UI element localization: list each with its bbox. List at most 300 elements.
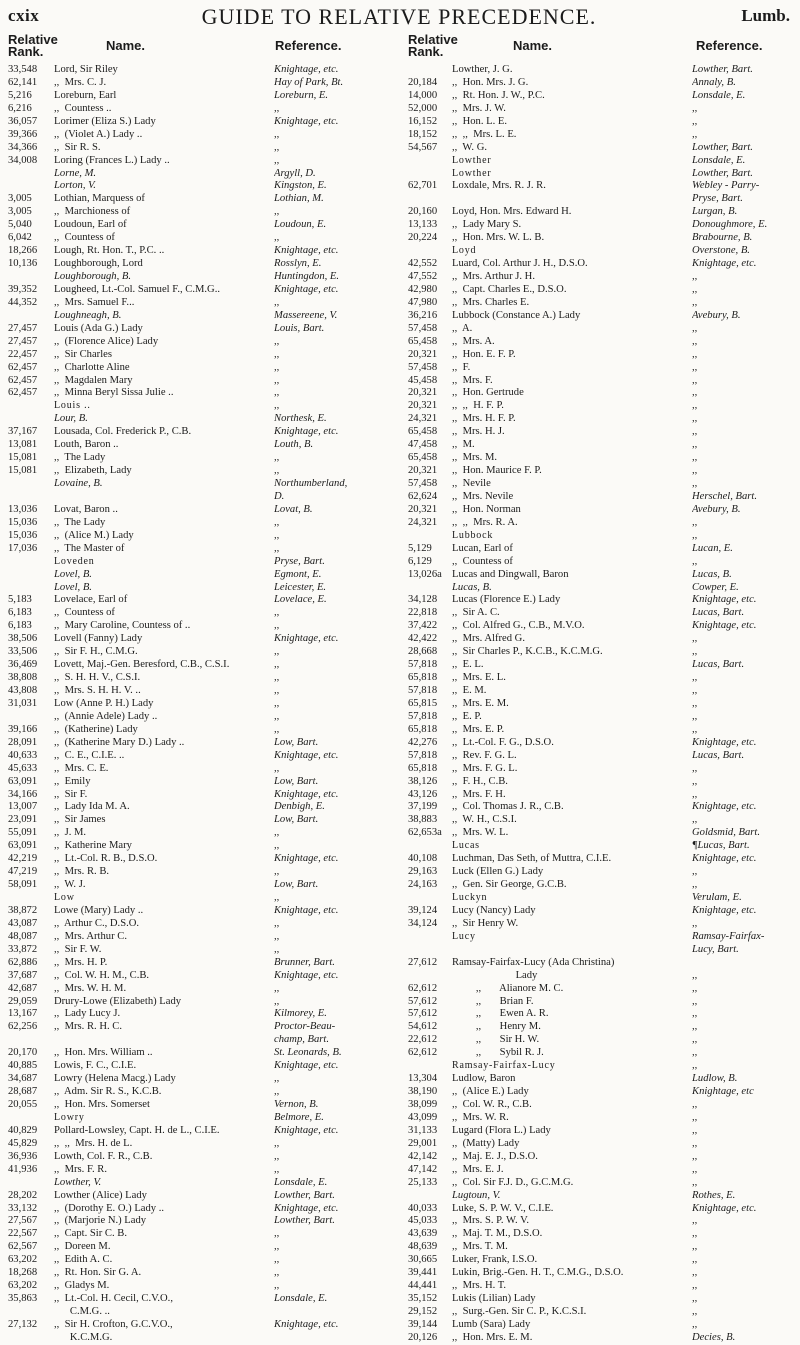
entry-reference: ,, xyxy=(692,1099,698,1110)
relative-rank: 57,458 xyxy=(408,478,438,489)
relative-rank: 27,567 xyxy=(8,1215,38,1227)
relative-rank: 29,001 xyxy=(408,1137,438,1149)
entry-reference: Donoughmore, E. xyxy=(692,219,768,231)
entry-name: ,, Mrs. S. H. H. V. .. xyxy=(54,685,141,696)
entry-reference: Lucas, Bart. xyxy=(692,659,745,671)
entry-reference: ,, xyxy=(692,1306,698,1317)
page-header xyxy=(8,4,790,34)
entry-row xyxy=(8,1319,398,1332)
entry-reference: Knightage, etc. xyxy=(692,853,757,865)
entry-reference: ,, xyxy=(692,465,698,477)
entry-row xyxy=(408,116,793,129)
entry-reference: ,, xyxy=(274,348,280,360)
entry-row xyxy=(8,814,398,827)
entry-reference: Brunner, Bart. xyxy=(274,956,335,968)
entry-row xyxy=(408,310,793,323)
entry-row xyxy=(8,504,398,517)
entry-name: ,, F. H., C.B. xyxy=(452,775,508,787)
entry-name: ,, Sir Charles P., K.C.B., K.C.M.G. xyxy=(452,646,603,658)
entry-name: ,, Mrs. H. J. xyxy=(452,426,505,438)
relative-rank: 27,457 xyxy=(8,322,38,334)
entry-name: ,, Brian F. xyxy=(452,995,534,1007)
relative-rank: 40,108 xyxy=(408,853,438,865)
entry-name: ,, Adm. Sir R. S., K.C.B. xyxy=(54,1086,162,1098)
entry-name: ,, Mrs. Samuel F... xyxy=(54,296,135,308)
entry-row xyxy=(8,1008,398,1021)
relative-rank: 29,152 xyxy=(408,1306,438,1317)
entry-row xyxy=(8,1125,398,1138)
relative-rank: 18,152 xyxy=(408,128,438,140)
relative-rank: 27,457 xyxy=(8,335,38,347)
entry-reference: Annaly, B. xyxy=(692,76,736,88)
entry-name: Ludlow, Baron xyxy=(452,1073,516,1085)
entry-reference: Lowther, Bart. xyxy=(274,1215,335,1227)
entry-name: ,, The Master of xyxy=(54,542,125,554)
entry-reference: ,, xyxy=(692,115,698,127)
entry-reference: Knightage, etc. xyxy=(274,64,339,75)
entry-row xyxy=(408,1319,793,1332)
entry-name: ,, The Lady xyxy=(54,452,106,464)
entry-name: ,, Rev. F. G. L. xyxy=(452,749,517,761)
entry-reference: Herschel, Bart. xyxy=(692,490,758,502)
entry-name: Lugtoun, V. xyxy=(452,1189,501,1201)
entry-row xyxy=(8,1060,398,1073)
relative-rank: 38,099 xyxy=(408,1099,438,1110)
entry-reference: Rosslyn, E. xyxy=(274,258,322,270)
entry-name: Lucas (Florence E.) Lady xyxy=(452,594,561,606)
relative-rank: 31,133 xyxy=(408,1124,438,1136)
entry-row xyxy=(8,944,398,957)
entry-name: ,, F. xyxy=(452,361,471,373)
relative-rank: 37,167 xyxy=(8,426,38,438)
entry-name: Lucy (Nancy) Lady xyxy=(452,904,536,916)
entry-name: Lowther, V. xyxy=(54,1176,102,1188)
entry-row xyxy=(408,750,793,763)
entry-reference: ,, xyxy=(274,1137,280,1149)
relative-rank: 27,612 xyxy=(408,956,438,968)
relative-rank: 38,808 xyxy=(8,672,38,684)
entry-reference: ,, xyxy=(692,529,698,541)
entry-reference: ,, xyxy=(274,672,280,684)
entry-name: ,, Katherine Mary xyxy=(54,840,132,852)
entry-row xyxy=(8,452,398,465)
entry-reference: ,, xyxy=(274,452,280,464)
entry-reference: Ramsay-Fairfax- xyxy=(692,930,765,942)
entry-row xyxy=(408,672,793,685)
entry-row xyxy=(8,245,398,258)
entry-reference: ,, xyxy=(274,710,280,722)
relative-rank: 5,183 xyxy=(8,594,32,606)
relative-rank: 20,321 xyxy=(408,465,438,477)
entry-reference: ,, xyxy=(274,762,280,774)
entry-row xyxy=(408,789,793,802)
relative-rank: 18,266 xyxy=(8,245,38,257)
entry-name: ,, M. xyxy=(452,439,475,451)
entry-row xyxy=(8,801,398,814)
entry-reference: ,, xyxy=(692,995,698,1007)
entry-name: ,, The Lady xyxy=(54,516,106,528)
entry-reference: ,, xyxy=(692,633,698,645)
entry-reference: ,, xyxy=(692,1228,698,1240)
entry-reference: ,, xyxy=(274,102,280,114)
entry-name: ,, Henry M. xyxy=(452,1021,541,1033)
relative-rank: 37,422 xyxy=(408,620,438,632)
relative-rank: 65,815 xyxy=(408,697,438,709)
entry-name: ,, Ewen A. R. xyxy=(452,1008,549,1020)
entry-row xyxy=(408,1241,793,1254)
relative-rank: 57,458 xyxy=(408,361,438,373)
entry-name: C.M.G. .. xyxy=(54,1306,110,1317)
entry-name: Lucan, Earl of xyxy=(452,542,513,554)
relative-rank: 62,457 xyxy=(8,361,38,373)
entry-reference: Knightage, etc. xyxy=(692,1202,757,1214)
entry-reference: ,, xyxy=(692,1111,698,1123)
entry-name: ,, (Alice E.) Lady xyxy=(452,1086,529,1098)
relative-rank: 39,144 xyxy=(408,1318,438,1330)
entry-reference: ,, xyxy=(274,529,280,541)
entry-row xyxy=(408,232,793,245)
entry-reference: Cowper, E. xyxy=(692,581,739,593)
entry-name: ,, Mrs. H. T. xyxy=(452,1280,507,1292)
entry-row xyxy=(8,1164,398,1177)
entry-row xyxy=(8,193,398,206)
entry-name: ,, Sir F. xyxy=(54,788,88,800)
entry-name: ,, E. M. xyxy=(452,685,487,696)
entry-reference: ,, xyxy=(274,995,280,1007)
entry-reference: ,, xyxy=(274,1228,280,1240)
entry-row xyxy=(408,297,793,310)
relative-rank: 20,126 xyxy=(408,1331,438,1343)
entry-name: ,, Mrs. E. J. xyxy=(452,1163,504,1175)
entry-reference: ,, xyxy=(692,348,698,360)
entry-row xyxy=(408,219,793,232)
relative-rank: 48,087 xyxy=(8,930,38,942)
column-header xyxy=(408,34,793,64)
entry-row xyxy=(8,349,398,362)
entry-reference: Lonsdale, E. xyxy=(692,89,746,101)
entry-row xyxy=(408,543,793,556)
entry-name: ,, W. H., C.S.I. xyxy=(452,814,517,826)
entry-name: Lovell (Fanny) Lady xyxy=(54,633,143,645)
relative-rank: 40,033 xyxy=(408,1202,438,1214)
entry-name: ,, Hon. E. F. P. xyxy=(452,348,516,360)
relative-rank: 54,612 xyxy=(408,1021,438,1033)
entry-row xyxy=(8,155,398,168)
entry-reference: Loudoun, E. xyxy=(274,219,327,231)
entry-reference: ,, xyxy=(692,1047,698,1059)
entry-reference: Brabourne, B. xyxy=(692,232,753,244)
entry-name: ,, Mrs. S. P. W. V. xyxy=(452,1215,530,1227)
relative-rank: 62,612 xyxy=(408,982,438,994)
entry-reference: Verulam, E. xyxy=(692,892,742,903)
entry-reference: ,, xyxy=(274,1086,280,1098)
entry-name: ,, Mrs. F. R. xyxy=(54,1163,108,1175)
entry-reference: ,, xyxy=(274,840,280,852)
relative-rank: 28,668 xyxy=(408,646,438,658)
entry-row xyxy=(408,426,793,439)
entry-name: Lough, Rt. Hon. T., P.C. .. xyxy=(54,245,165,257)
entry-reference: ,, xyxy=(274,154,280,166)
entry-name: Low xyxy=(54,892,75,903)
entry-name: ,, Doreen M. xyxy=(54,1241,111,1253)
entry-name: Louis .. xyxy=(54,400,91,412)
entry-name: Lovelace, Earl of xyxy=(54,594,128,606)
entry-reference: Argyll, D. xyxy=(274,167,316,179)
entry-reference: ,, xyxy=(692,685,698,696)
relative-rank: 42,980 xyxy=(408,283,438,295)
entry-name: Ramsay-Fairfax-Lucy (Ada Christina) xyxy=(452,956,615,968)
entry-reference: ,, xyxy=(274,1280,280,1292)
entry-row xyxy=(8,866,398,879)
entry-reference: ,, xyxy=(692,1215,698,1227)
entry-row xyxy=(8,1241,398,1254)
entry-name: Louis (Ada G.) Lady xyxy=(54,322,143,334)
relative-rank: 47,219 xyxy=(8,866,38,878)
entry-name: Lowther xyxy=(452,154,492,166)
relative-rank: 22,612 xyxy=(408,1034,438,1046)
entry-name: Lousada, Col. Frederick P., C.B. xyxy=(54,426,192,438)
entry-reference: ,, xyxy=(692,879,698,891)
entry-name: ,, (Katherine) Lady xyxy=(54,723,138,735)
entry-row xyxy=(408,1125,793,1138)
entry-reference: Knightage, etc. xyxy=(274,904,339,916)
entry-name: ,, Mrs. R. H. C. xyxy=(54,1021,122,1033)
entry-reference: ,, xyxy=(692,283,698,295)
entry-name: Lubbock xyxy=(452,529,494,541)
entry-reference: Knightage, etc. xyxy=(274,749,339,761)
entry-reference: ,, xyxy=(692,296,698,308)
entry-row xyxy=(408,905,793,918)
entry-reference: ,, xyxy=(274,542,280,554)
entry-row xyxy=(408,1306,793,1319)
relative-rank: 28,687 xyxy=(8,1086,38,1098)
entry-row xyxy=(408,737,793,750)
entry-name: Drury-Lowe (Elizabeth) Lady xyxy=(54,995,182,1007)
entry-row xyxy=(8,1190,398,1203)
relative-rank: 39,166 xyxy=(8,723,38,735)
entry-row xyxy=(8,633,398,646)
entry-reference: Lurgan, B. xyxy=(692,206,738,218)
entry-name: ,, Rt. Hon. Sir G. A. xyxy=(54,1267,142,1279)
entry-name: Lubbock (Constance A.) Lady xyxy=(452,309,581,321)
page-title: GUIDE TO RELATIVE PRECEDENCE. xyxy=(201,4,597,29)
entry-row xyxy=(408,1112,793,1125)
relative-rank: 65,458 xyxy=(408,452,438,464)
entry-row xyxy=(8,582,398,595)
entry-row xyxy=(8,1254,398,1267)
entry-name: ,, E. P. xyxy=(452,710,482,722)
entry-row xyxy=(408,1177,793,1190)
entry-name: Luchman, Das Seth, of Muttra, C.I.E. xyxy=(452,853,612,865)
entry-row xyxy=(408,271,793,284)
entry-reference: Lowther, Bart. xyxy=(274,1189,335,1201)
relative-rank: 34,128 xyxy=(408,594,438,606)
entry-row xyxy=(8,892,398,905)
entry-name: Luckyn xyxy=(452,892,488,903)
entry-row xyxy=(408,776,793,789)
entry-row xyxy=(8,400,398,413)
relative-rank: 57,612 xyxy=(408,1008,438,1020)
entry-name: ,, Mrs. Nevile xyxy=(452,490,514,502)
entry-row xyxy=(408,633,793,646)
entry-row xyxy=(8,284,398,297)
entry-name: ,, (Matty) Lady xyxy=(452,1137,520,1149)
entry-row xyxy=(8,724,398,737)
entry-name: Lorton, V. xyxy=(54,180,96,192)
entry-row xyxy=(408,983,793,996)
entry-reference: ,, xyxy=(692,374,698,386)
entry-row xyxy=(8,1151,398,1164)
entry-name: ,, Countess of xyxy=(54,607,115,619)
entry-reference: Webley - Parry- xyxy=(692,180,760,192)
entry-reference: Ludlow, B. xyxy=(692,1073,738,1085)
entry-row xyxy=(8,1215,398,1228)
entry-row xyxy=(8,64,398,77)
entry-row xyxy=(408,64,793,77)
name-header: Name. xyxy=(106,38,146,53)
entry-reference: Knightage, etc. xyxy=(692,904,757,916)
entry-row xyxy=(8,375,398,388)
entry-name: ,, Col. Thomas J. R., C.B. xyxy=(452,801,564,813)
relative-rank: 40,633 xyxy=(8,749,38,761)
entry-name: ,, ,, H. F. P. xyxy=(452,400,504,412)
entry-row xyxy=(408,594,793,607)
entry-row xyxy=(408,1164,793,1177)
entry-name: Luker, Frank, I.S.O. xyxy=(452,1254,538,1266)
entry-name: Lowry (Helena Macg.) Lady xyxy=(54,1073,176,1085)
relative-rank: 62,256 xyxy=(8,1021,38,1033)
entry-row xyxy=(8,465,398,478)
entry-name: ,, Lady Lucy J. xyxy=(54,1008,121,1020)
entry-row xyxy=(8,258,398,271)
entry-name: ,, Magdalen Mary xyxy=(54,374,133,386)
entry-reference: Belmore, E. xyxy=(274,1111,324,1123)
entry-row xyxy=(408,892,793,905)
entry-reference: Decies, B. xyxy=(692,1331,736,1343)
entry-reference: ,, xyxy=(274,374,280,386)
entry-row xyxy=(8,556,398,569)
entry-reference: ,, xyxy=(692,271,698,282)
relative-rank: 47,552 xyxy=(408,271,438,282)
entry-row xyxy=(8,918,398,931)
entry-reference: ,, xyxy=(692,775,698,787)
relative-rank: 40,829 xyxy=(8,1124,38,1136)
entry-row xyxy=(408,801,793,814)
entry-reference: Knightage, etc. xyxy=(274,1202,339,1214)
relative-rank: 6,183 xyxy=(8,620,32,632)
relative-rank: 34,687 xyxy=(8,1073,38,1085)
entry-reference: ,, xyxy=(692,516,698,528)
entry-name: ,, ,, Mrs. H. de L. xyxy=(54,1137,133,1149)
entry-reference: Louth, B. xyxy=(274,439,314,451)
relative-rank: 35,863 xyxy=(8,1293,38,1305)
entry-row xyxy=(8,530,398,543)
left-column xyxy=(8,34,398,1345)
entry-reference: ,, xyxy=(274,646,280,658)
relative-rank: 36,469 xyxy=(8,659,38,671)
relative-rank: 35,152 xyxy=(408,1293,438,1305)
entry-name: ,, Sir F. H., C.M.G. xyxy=(54,646,138,658)
entry-row xyxy=(408,944,793,957)
entry-row xyxy=(8,1280,398,1293)
entry-name: ,, Sir F. W. xyxy=(54,943,102,955)
relative-rank: 44,352 xyxy=(8,296,38,308)
relative-rank: 37,199 xyxy=(408,801,438,813)
entry-row xyxy=(8,116,398,129)
relative-rank: 6,042 xyxy=(8,232,32,244)
entry-name: ,, Countess .. xyxy=(54,102,112,114)
relative-rank: 54,567 xyxy=(408,141,438,153)
relative-rank: 13,007 xyxy=(8,801,38,813)
entry-row xyxy=(8,1099,398,1112)
entry-row xyxy=(8,1034,398,1047)
entry-name: Loughneagh, B. xyxy=(54,309,122,321)
entry-row xyxy=(408,1190,793,1203)
entry-reference: ,, xyxy=(692,1137,698,1149)
entry-name: ,, Sir Charles xyxy=(54,348,112,360)
entry-row xyxy=(408,569,793,582)
entry-row xyxy=(408,931,793,944)
relative-rank: 36,216 xyxy=(408,309,438,321)
entry-reference: Pryse, Bart. xyxy=(274,555,325,567)
relative-rank: 63,091 xyxy=(8,775,38,787)
entry-name: ,, A. xyxy=(452,322,473,334)
entry-row xyxy=(408,387,793,400)
entry-row xyxy=(8,931,398,944)
entry-row xyxy=(8,517,398,530)
entry-reference: Lucas, B. xyxy=(692,568,732,580)
entry-reference: Lucy, Bart. xyxy=(692,943,739,955)
entry-reference: Lucas, Bart. xyxy=(692,749,745,761)
entry-name: ,, Emily xyxy=(54,775,91,787)
entry-reference: Kingston, E. xyxy=(274,180,327,192)
entry-name: ,, Alianore M. C. xyxy=(452,982,564,994)
entry-row xyxy=(8,1203,398,1216)
entry-name: ,, Sir R. S. xyxy=(54,141,101,153)
relative-rank: 22,567 xyxy=(8,1228,38,1240)
entry-name: ,, Sir A. C. xyxy=(452,607,500,619)
relative-rank: 65,818 xyxy=(408,762,438,774)
relative-rank: 30,665 xyxy=(408,1254,438,1266)
entry-row xyxy=(8,750,398,763)
entry-reference: Lucas, Bart. xyxy=(692,607,745,619)
entry-name: Pollard-Lowsley, Capt. H. de L., C.I.E. xyxy=(54,1124,220,1136)
entry-name: Loyd, Hon. Mrs. Edward H. xyxy=(452,206,572,218)
entry-reference: ,, xyxy=(692,1318,698,1330)
entry-name: ,, Mrs. H. P. xyxy=(54,956,108,968)
entry-row xyxy=(8,1138,398,1151)
entry-reference: Lucan, E. xyxy=(692,542,733,554)
entry-row xyxy=(8,659,398,672)
entry-reference: ,, xyxy=(692,788,698,800)
entry-row xyxy=(408,659,793,672)
entry-row xyxy=(8,594,398,607)
entry-row xyxy=(8,90,398,103)
entry-name: Loudoun, Earl of xyxy=(54,219,127,231)
entry-reference: ,, xyxy=(274,1241,280,1253)
entry-reference: Knightage, etc. xyxy=(692,594,757,606)
entry-name: ,, (Marjorie N.) Lady xyxy=(54,1215,147,1227)
entry-row xyxy=(408,142,793,155)
entry-row xyxy=(8,983,398,996)
relative-rank: 47,980 xyxy=(408,296,438,308)
entry-name: ,, Mrs. Charles E. xyxy=(452,296,530,308)
entry-name: Luard, Col. Arthur J. H., D.S.O. xyxy=(452,258,588,270)
entry-name: ,, Hon. L. E. xyxy=(452,115,508,127)
entry-reference: ,, xyxy=(692,102,698,114)
entry-row xyxy=(8,1021,398,1034)
entry-name: ,, Hon. Maurice F. P. xyxy=(452,465,542,477)
